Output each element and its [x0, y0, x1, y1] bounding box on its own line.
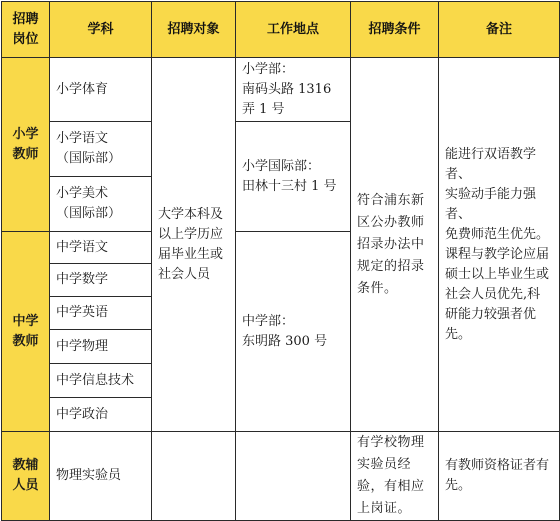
target-cell: 大学本科及以上学历应届毕业生或社会人员 — [152, 58, 236, 432]
location-primary: 小学部： 南码头路 1316 弄 1 号 — [236, 58, 351, 122]
location-middle: 中学部： 东明路 300 号 — [236, 232, 351, 432]
notes-cell: 能进行双语教学者、 实验动手能力强者、 免费师范生优先。 课程与教学论应届硕士以上毕业生或社会人员优先,科研能力较强者优先。 — [439, 58, 560, 432]
location-assistant — [236, 432, 351, 521]
position-middle-teacher: 中学 教师 — [2, 232, 50, 432]
header-row — [2, 2, 560, 58]
header-position: 招聘岗位 — [2, 2, 50, 58]
table-row — [2, 432, 560, 521]
subject-cell: 物理实验员 — [50, 432, 152, 521]
recruitment-table — [1, 1, 560, 521]
subject-cell: 小学语文 （国际部） — [50, 122, 152, 177]
conditions-assistant: 有学校物理实验员经验，有相应上岗证。 — [351, 432, 439, 521]
notes-assistant: 有教师资格证者有先。 — [439, 432, 560, 521]
position-primary-teacher: 小学 教师 — [2, 58, 50, 232]
subject-cell: 中学语文 — [50, 232, 152, 264]
position-assistant: 教辅 人员 — [2, 432, 50, 521]
location-primary-intl: 小学国际部： 田林十三村 1 号 — [236, 122, 351, 232]
header-subject: 学科 — [50, 2, 152, 58]
header-notes: 备注 — [439, 2, 560, 58]
table-row — [2, 58, 560, 122]
header-conditions: 招聘条件 — [351, 2, 439, 58]
subject-cell: 中学信息技术 — [50, 364, 152, 398]
header-target: 招聘对象 — [152, 2, 236, 58]
subject-cell: 中学数学 — [50, 264, 152, 297]
conditions-cell: 符合浦东新区公办教师招录办法中规定的招录条件。 — [351, 58, 439, 432]
subject-cell: 中学物理 — [50, 330, 152, 364]
header-location: 工作地点 — [236, 2, 351, 58]
subject-cell: 中学政治 — [50, 398, 152, 432]
subject-cell: 小学体育 — [50, 58, 152, 122]
target-cell-assistant — [152, 432, 236, 521]
subject-cell: 小学美术 （国际部） — [50, 177, 152, 232]
subject-cell: 中学英语 — [50, 297, 152, 330]
